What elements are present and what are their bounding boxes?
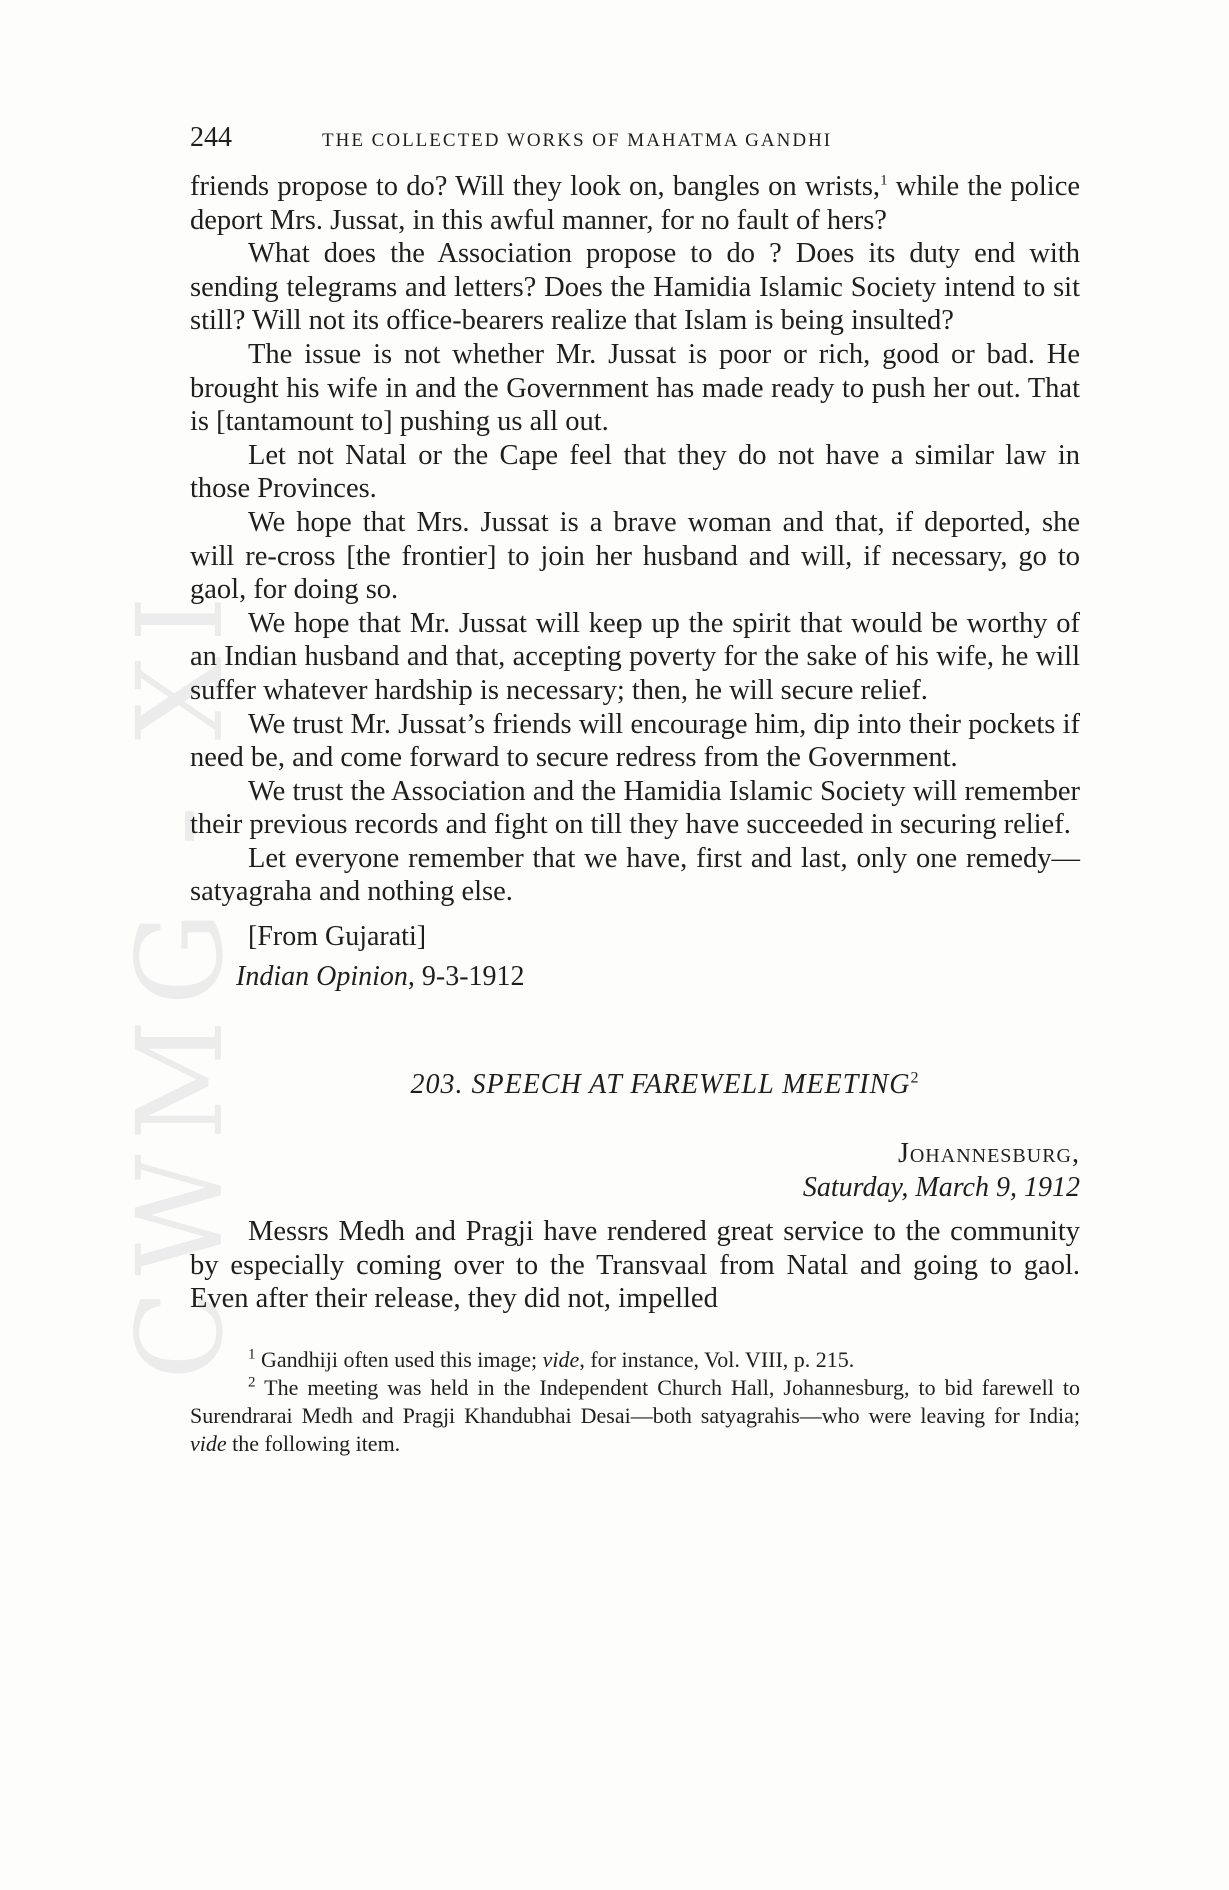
article-body <box>190 170 1080 909</box>
page-number: 244 <box>190 122 232 153</box>
publication-title: Indian Opinion <box>236 961 408 993</box>
publication-date: , 9-3-1912 <box>407 961 525 993</box>
watermark: CWMG - XI <box>111 581 249 1380</box>
footnote-number: 2 <box>248 1374 256 1391</box>
footnotes <box>190 1346 1080 1458</box>
paragraph: We hope that Mrs. Jussat is a brave woman and that, if deported, she will re-cross [the frontier] to join her husband and will, if necessary, go to gaol, for doing so. <box>190 506 1080 606</box>
dateline-place: Johannesburg, <box>897 1138 1080 1170</box>
paragraph-text: friends propose to do? Will they look on, bangles on wrists, <box>190 171 881 202</box>
source-note: [From Gujarati] <box>248 921 427 953</box>
paragraph: Let everyone remember that we have, first and last, only one remedy—satyagraha and nothing else. <box>190 842 1080 908</box>
footnote-italic: vide <box>190 1430 227 1456</box>
paragraph <box>190 170 1080 237</box>
paragraph: We trust the Association and the Hamidia Islamic Society will remember their previous records and fight on till they have succeeded in securing relief. <box>190 775 1080 841</box>
running-title: THE COLLECTED WORKS OF MAHATMA GANDHI <box>322 130 833 151</box>
running-head <box>190 122 1080 170</box>
footnote-text: The meeting was held in the Independent Church Hall, Johannesburg, to bid farewell to Surendrarai Medh and Pragji Khandubhai Desai—both satyagrahis—who were leaving for India; <box>190 1374 1080 1428</box>
dateline <box>190 1137 1080 1205</box>
citation <box>236 959 1080 995</box>
paragraph: The issue is not whether Mr. Jussat is poor or rich, good or bad. He brought his wife in and the Government has made ready to push her out. That is [tantamount to] pushing us all out. <box>190 338 1080 438</box>
paragraph: We hope that Mr. Jussat will keep up the spirit that would be worthy of an Indian husband and that, accepting poverty for the sake of his wife, he will suffer whatever hardship is necessary; then, he will secure relief. <box>190 607 1080 706</box>
footnote-text: , for instance, Vol. VIII, p. 215. <box>579 1346 855 1372</box>
footnote-1 <box>190 1346 1080 1374</box>
paragraph: What does the Association propose to do ? Does its duty end with sending telegrams and letters? Does the Hamidia Islamic Society intend to sit still? Will not its office-bearers realize that Islam is being insulted? <box>190 238 1080 337</box>
dateline-date: Saturday, March 9, 1912 <box>802 1172 1080 1204</box>
paragraph: We trust Mr. Jussat’s friends will encourage him, dip into their pockets if need be, and come forward to secure redress from the Government. <box>190 708 1080 774</box>
footnote-text: Gandhiji often used this image; <box>255 1346 543 1372</box>
section-heading <box>190 1069 1080 1101</box>
section-title: 203. SPEECH AT FAREWELL MEETING <box>410 1069 911 1101</box>
page-content <box>190 122 1080 1458</box>
speech-body <box>190 1215 1080 1316</box>
footnote-number: 1 <box>248 1346 256 1363</box>
paragraph: Let not Natal or the Cape feel that they do not have a similar law in those Provinces. <box>190 439 1080 505</box>
paragraph-text: while the police deport Mrs. Jussat, in this awful manner, for no fault of hers? <box>190 171 1081 236</box>
paragraph: Messrs Medh and Pragji have rendered great service to the community by especially coming over to the Transvaal from Natal and going to gaol. Even after their release, they did not, impelled <box>190 1216 1080 1315</box>
footnote-ref: 1 <box>880 172 888 189</box>
footnote-text: the following item. <box>226 1430 401 1456</box>
footnote-italic: vide <box>542 1346 580 1372</box>
footnote-2 <box>190 1374 1080 1458</box>
footnote-ref: 2 <box>910 1069 920 1087</box>
